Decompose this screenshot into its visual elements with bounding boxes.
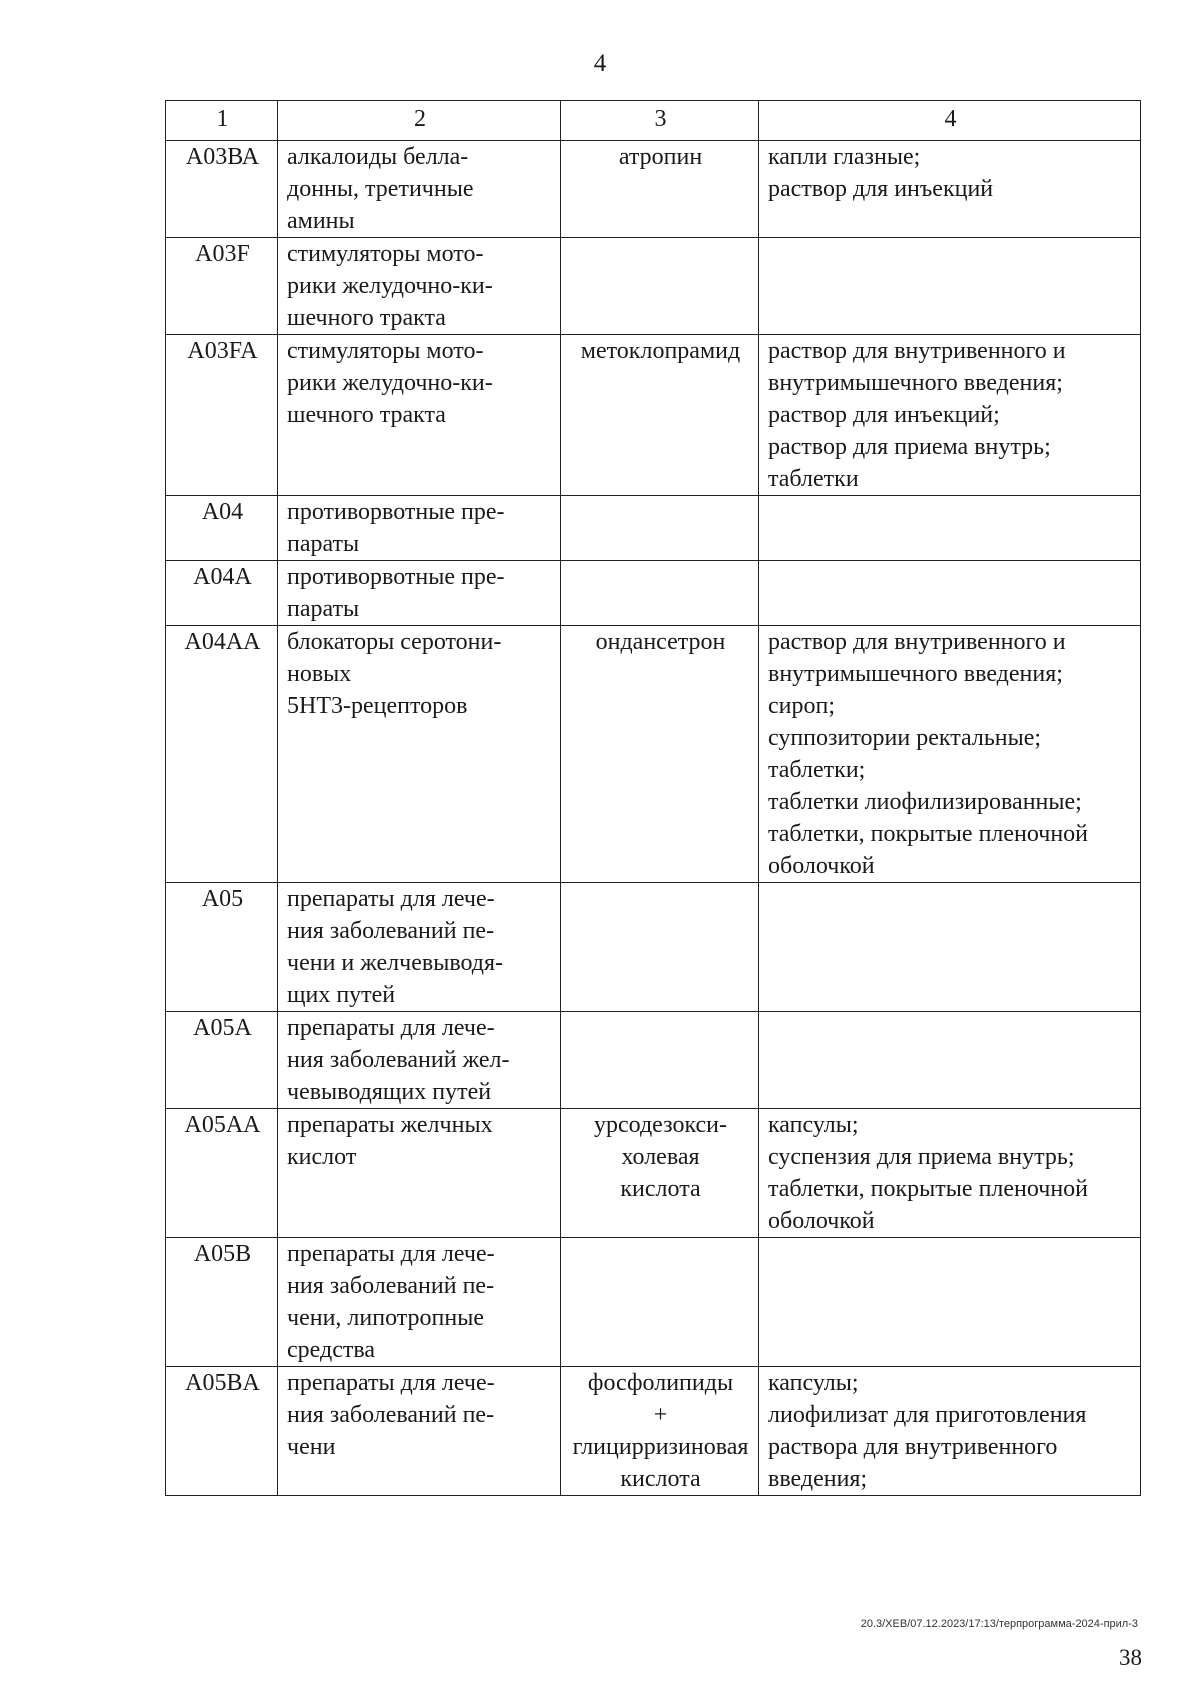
table-row: [166, 883, 1141, 1012]
group-text-line: чени: [287, 1434, 336, 1460]
group-text-line: рики желудочно-ки-: [287, 273, 493, 299]
group-text-line: амины: [287, 208, 355, 234]
group-text-line: ния заболеваний пе-: [287, 1273, 495, 1299]
dosage-forms-cell: [759, 626, 1141, 883]
group-text-line: ния заболеваний пе-: [287, 918, 495, 944]
medicine-name-line: кислота: [620, 1176, 701, 1202]
dosage-form-line: таблетки: [768, 466, 859, 492]
dosage-forms-cell: [759, 883, 1141, 1012]
anatomical-group-cell: [278, 335, 561, 496]
medicine-name-cell: [561, 883, 759, 1012]
group-text-line: препараты желчных: [287, 1112, 493, 1138]
medicine-name-line: глицирризиновая: [572, 1434, 749, 1460]
medicine-name-cell: [561, 1238, 759, 1367]
document-footer-id: 20.3/ХЕВ/07.12.2023/17:13/терпрограмма-2024-прил-3: [860, 1618, 1138, 1630]
atc-code-cell: A05AA: [166, 1109, 278, 1238]
dosage-form-line: таблетки, покрытые пленочной: [768, 821, 1089, 847]
group-text-line: шечного тракта: [287, 305, 446, 331]
medicine-name-line: фосфолипиды: [587, 1370, 734, 1396]
dosage-form-line: введения;: [768, 1466, 868, 1492]
table-row: [166, 496, 1141, 561]
table-row: [166, 1367, 1141, 1496]
dosage-form-line: внутримышечного введения;: [768, 661, 1063, 687]
group-text-line: ния заболеваний пе-: [287, 1402, 495, 1428]
dosage-form-line: оболочкой: [768, 853, 875, 879]
medicine-name-cell: [561, 626, 759, 883]
table-row: [166, 141, 1141, 238]
atc-code-cell: A05A: [166, 1012, 278, 1109]
dosage-form-line: внутримышечного введения;: [768, 370, 1063, 396]
atc-code-cell: A03FA: [166, 335, 278, 496]
anatomical-group-cell: [278, 883, 561, 1012]
atc-code-cell: A03F: [166, 238, 278, 335]
group-text-line: препараты для лече-: [287, 1370, 495, 1396]
dosage-form-line: раствор для инъекций;: [768, 402, 1000, 428]
medicine-name-line: +: [653, 1402, 668, 1428]
dosage-form-line: капсулы;: [768, 1112, 859, 1138]
atc-code-cell: A05B: [166, 1238, 278, 1367]
dosage-form-line: таблетки, покрытые пленочной: [768, 1176, 1089, 1202]
dosage-forms-cell: [759, 141, 1141, 238]
medicine-name-cell: [561, 141, 759, 238]
atc-code-cell: А03ВА: [166, 141, 278, 238]
group-text-line: алкалоиды белла-: [287, 144, 469, 170]
dosage-form-line: раствор для внутривенного и: [768, 338, 1066, 364]
header-row: [166, 101, 1141, 141]
header-cell-1: 1: [166, 101, 278, 141]
medicine-name-line: холевая: [621, 1144, 700, 1170]
medicine-name-cell: [561, 1367, 759, 1496]
group-text-line: стимуляторы мото-: [287, 338, 484, 364]
dosage-form-line: капли глазные;: [768, 144, 921, 170]
dosage-form-line: раствора для внутривенного: [768, 1434, 1058, 1460]
group-text-line: чевыводящих путей: [287, 1079, 492, 1105]
group-text-line: противорвотные пре-: [287, 499, 505, 525]
dosage-forms-cell: [759, 1367, 1141, 1496]
group-text-line: противорвотные пре-: [287, 564, 505, 590]
dosage-form-line: таблетки;: [768, 757, 866, 783]
group-text-line: новых: [287, 661, 352, 687]
group-text-line: средства: [287, 1337, 376, 1363]
sheet-number: 38: [1119, 1645, 1142, 1670]
table-row: [166, 1238, 1141, 1367]
atc-code-cell: A05BA: [166, 1367, 278, 1496]
dosage-form-line: суспензия для приема внутрь;: [768, 1144, 1075, 1170]
dosage-form-line: капсулы;: [768, 1370, 859, 1396]
medicine-name-line: кислота: [620, 1466, 701, 1492]
dosage-form-line: раствор для приема внутрь;: [768, 434, 1051, 460]
dosage-forms-cell: [759, 1109, 1141, 1238]
medicine-name-cell: [561, 1109, 759, 1238]
header-cell-4: 4: [759, 101, 1141, 141]
dosage-forms-cell: [759, 496, 1141, 561]
anatomical-group-cell: [278, 626, 561, 883]
medicine-name-cell: [561, 561, 759, 626]
anatomical-group-cell: [278, 496, 561, 561]
group-text-line: шечного тракта: [287, 402, 446, 428]
atc-code-cell: A04AA: [166, 626, 278, 883]
anatomical-group-cell: [278, 141, 561, 238]
group-text-line: рики желудочно-ки-: [287, 370, 493, 396]
header-cell-2: 2: [278, 101, 561, 141]
dosage-forms-cell: [759, 561, 1141, 626]
medicine-name-cell: [561, 1012, 759, 1109]
group-text-line: параты: [287, 531, 360, 557]
drug-table: [165, 100, 1141, 1496]
atc-code-cell: A04A: [166, 561, 278, 626]
anatomical-group-cell: [278, 1238, 561, 1367]
dosage-forms-cell: [759, 1238, 1141, 1367]
anatomical-group-cell: [278, 1367, 561, 1496]
dosage-form-line: таблетки лиофилизированные;: [768, 789, 1082, 815]
medicine-name-cell: [561, 335, 759, 496]
anatomical-group-cell: [278, 1012, 561, 1109]
dosage-form-line: оболочкой: [768, 1208, 875, 1234]
table-row: [166, 335, 1141, 496]
dosage-form-line: сироп;: [768, 693, 836, 719]
group-text-line: препараты для лече-: [287, 1015, 495, 1041]
medicine-name-line: метоклопрамид: [580, 338, 741, 364]
medicine-name-line: урсодезокси-: [593, 1112, 727, 1138]
atc-code-cell: A04: [166, 496, 278, 561]
medicine-name-cell: [561, 238, 759, 335]
table-row: [166, 1012, 1141, 1109]
table-row: [166, 1109, 1141, 1238]
header-cell-3: 3: [561, 101, 759, 141]
page-number: 4: [593, 50, 607, 77]
dosage-forms-cell: [759, 1012, 1141, 1109]
group-text-line: донны, третичные: [287, 176, 474, 202]
group-text-line: препараты для лече-: [287, 1241, 495, 1267]
atc-code-cell: A05: [166, 883, 278, 1012]
dosage-form-line: раствор для инъекций: [768, 176, 994, 202]
group-text-line: 5НТ3-рецепторов: [287, 693, 468, 719]
medicine-name-line: ондансетрон: [595, 629, 726, 655]
group-text-line: препараты для лече-: [287, 886, 495, 912]
dosage-forms-cell: [759, 238, 1141, 335]
group-text-line: ния заболеваний жел-: [287, 1047, 510, 1073]
dosage-form-line: раствор для внутривенного и: [768, 629, 1066, 655]
group-text-line: чени и желчевыводя-: [287, 950, 504, 976]
dosage-form-line: суппозитории ректальные;: [768, 725, 1042, 751]
table-row: [166, 626, 1141, 883]
anatomical-group-cell: [278, 561, 561, 626]
group-text-line: параты: [287, 596, 360, 622]
group-text-line: блокаторы серотони-: [287, 629, 502, 655]
medicine-name-line: атропин: [618, 144, 703, 170]
group-text-line: чени, липотропные: [287, 1305, 485, 1331]
group-text-line: стимуляторы мото-: [287, 241, 484, 267]
table-row: [166, 238, 1141, 335]
anatomical-group-cell: [278, 1109, 561, 1238]
dosage-form-line: лиофилизат для приготовления: [768, 1402, 1087, 1428]
group-text-line: кислот: [287, 1144, 357, 1170]
group-text-line: щих путей: [287, 982, 396, 1008]
table-row: [166, 561, 1141, 626]
medicine-name-cell: [561, 496, 759, 561]
dosage-forms-cell: [759, 335, 1141, 496]
anatomical-group-cell: [278, 238, 561, 335]
